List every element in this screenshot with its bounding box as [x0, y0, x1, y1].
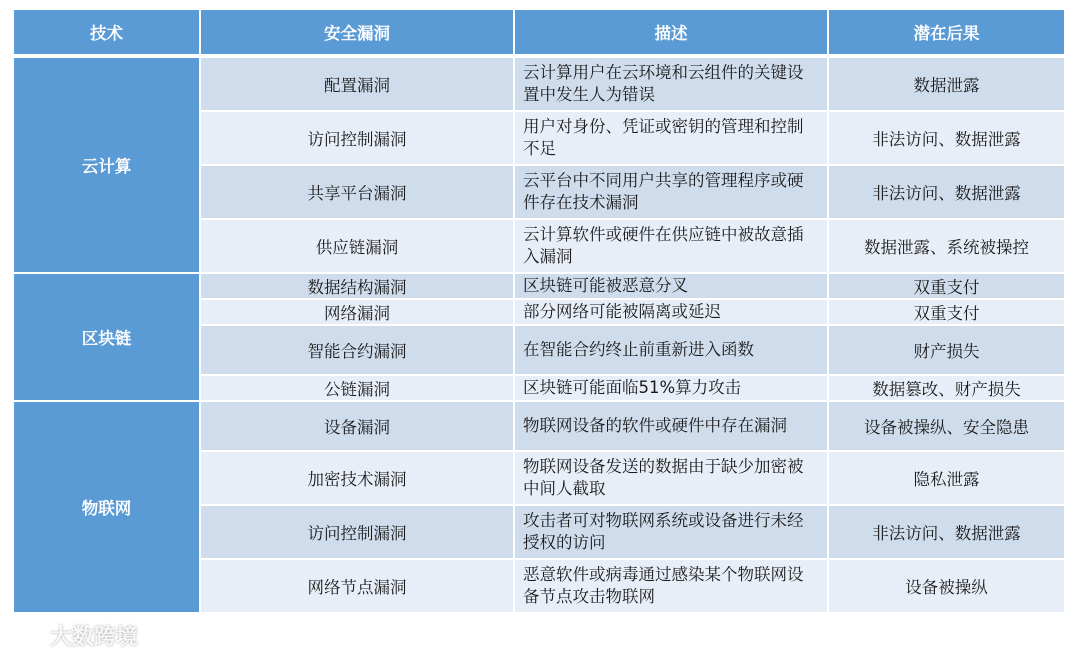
vulnerability-cell: 加密技术漏洞	[200, 451, 514, 505]
vulnerability-cell: 设备漏洞	[200, 401, 514, 451]
vulnerability-cell: 网络漏洞	[200, 299, 514, 325]
consequence-cell: 非法访问、数据泄露	[828, 111, 1064, 165]
consequence-cell: 设备被操纵、安全隐患	[828, 401, 1064, 451]
header-consequence: 潜在后果	[828, 10, 1064, 56]
description-cell: 在智能合约终止前重新进入函数	[514, 325, 828, 375]
consequence-cell: 设备被操纵	[828, 559, 1064, 613]
description-cell: 恶意软件或病毒通过感染某个物联网设备节点攻击物联网	[514, 559, 828, 613]
watermark	[6, 620, 138, 651]
vulnerability-cell: 共享平台漏洞	[200, 165, 514, 219]
consequence-cell: 非法访问、数据泄露	[828, 505, 1064, 559]
vulnerability-cell: 公链漏洞	[200, 375, 514, 401]
description-cell: 物联网设备发送的数据由于缺少加密被中间人截取	[514, 451, 828, 505]
description-cell: 区块链可能被恶意分叉	[514, 273, 828, 299]
vulnerability-cell: 网络节点漏洞	[200, 559, 514, 613]
description-cell: 用户对身份、凭证或密钥的管理和控制不足	[514, 111, 828, 165]
header-vulnerability: 安全漏洞	[200, 10, 514, 56]
logo-icon	[6, 625, 44, 647]
description-cell: 攻击者可对物联网系统或设备进行未经授权的访问	[514, 505, 828, 559]
header-description: 描述	[514, 10, 828, 56]
consequence-cell: 财产损失	[828, 325, 1064, 375]
tech-cell: 物联网	[14, 401, 200, 613]
vulnerability-cell: 配置漏洞	[200, 56, 514, 111]
tech-cell: 云计算	[14, 56, 200, 273]
table-row	[14, 401, 1064, 451]
watermark-text: 大数跨境	[50, 624, 139, 649]
vulnerability-cell: 智能合约漏洞	[200, 325, 514, 375]
vulnerability-table	[14, 10, 1064, 614]
description-cell: 部分网络可能被隔离或延迟	[514, 299, 828, 325]
consequence-cell: 双重支付	[828, 273, 1064, 299]
description-cell: 区块链可能面临51%算力攻击	[514, 375, 828, 401]
consequence-cell: 数据泄露	[828, 56, 1064, 111]
consequence-cell: 数据泄露、系统被操控	[828, 219, 1064, 273]
consequence-cell: 数据篡改、财产损失	[828, 375, 1064, 401]
vulnerability-table-container	[14, 10, 1064, 614]
consequence-cell: 双重支付	[828, 299, 1064, 325]
description-cell: 云平台中不同用户共享的管理程序或硬件存在技术漏洞	[514, 165, 828, 219]
vulnerability-cell: 访问控制漏洞	[200, 111, 514, 165]
vulnerability-cell: 访问控制漏洞	[200, 505, 514, 559]
table-row	[14, 56, 1064, 111]
table-header-row	[14, 10, 1064, 56]
consequence-cell: 隐私泄露	[828, 451, 1064, 505]
vulnerability-cell: 供应链漏洞	[200, 219, 514, 273]
vulnerability-cell: 数据结构漏洞	[200, 273, 514, 299]
consequence-cell: 非法访问、数据泄露	[828, 165, 1064, 219]
description-cell: 云计算用户在云环境和云组件的关键设置中发生人为错误	[514, 56, 828, 111]
tech-cell: 区块链	[14, 273, 200, 401]
description-cell: 物联网设备的软件或硬件中存在漏洞	[514, 401, 828, 451]
description-cell: 云计算软件或硬件在供应链中被故意插入漏洞	[514, 219, 828, 273]
table-row	[14, 273, 1064, 299]
header-tech: 技术	[14, 10, 200, 56]
